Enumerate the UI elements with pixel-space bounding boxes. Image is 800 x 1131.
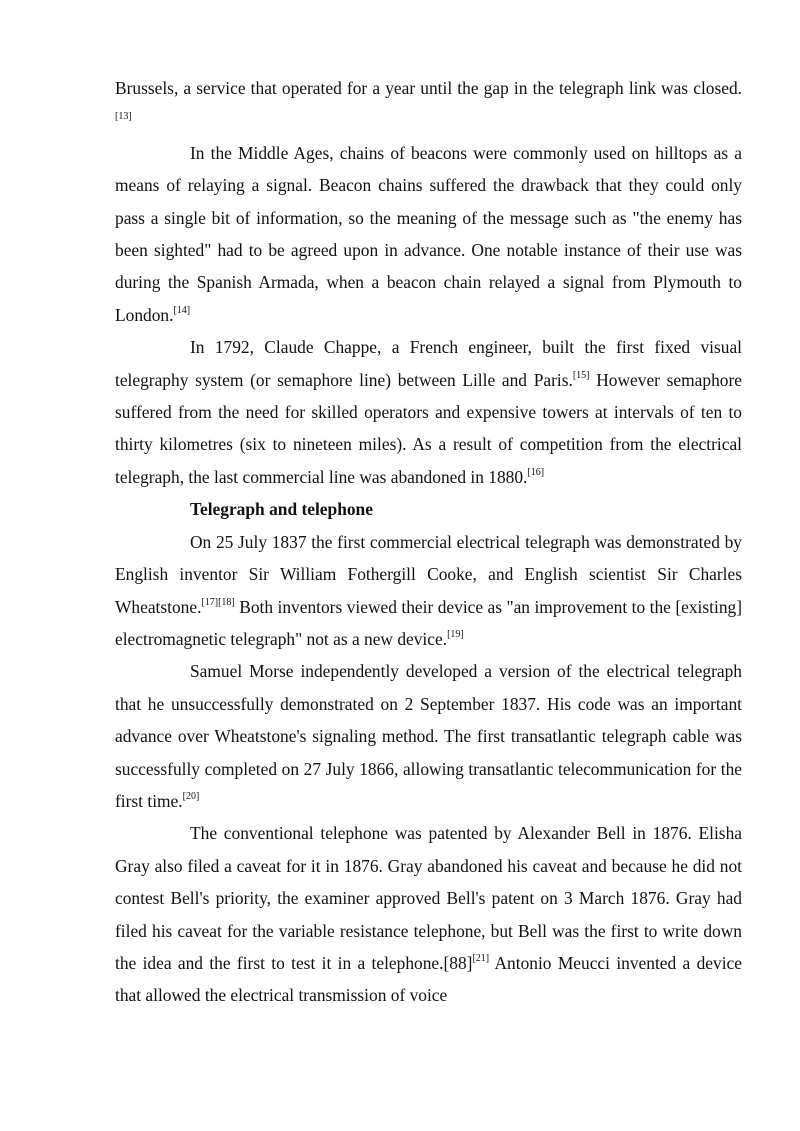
body-paragraph	[115, 526, 742, 656]
body-paragraph	[115, 331, 742, 493]
citation-superscript: [21]	[472, 953, 490, 965]
paragraph-text: The conventional telephone was patented by Alexander Bell in 1876. Elisha Gray also filed a caveat for it in 1876. Gray abandoned his caveat and because he did not contest Bell's priority, the examiner approved Bell's patent on 3 March 1876. Gray had filed his caveat for the variable resistance telephone, but Bell was the first to write down the idea and the first to test it in a telephone.[88]	[115, 823, 742, 973]
body-paragraph	[115, 137, 742, 331]
paragraph-text: Samuel Morse independently developed a version of the electrical telegraph that he unsuccessfully demonstrated on 2 September 1837. His code was an important advance over Wheatstone's signaling method. The first transatlantic telegraph cable was successfully completed on 27 July 1866, allowing transatlantic telecommunication for the first time.	[115, 661, 742, 811]
paragraph-text: In the Middle Ages, chains of beacons were commonly used on hilltops as a means of relaying a signal. Beacon chains suffered the drawback that they could only pass a single bit of information, so the meaning of the message such as "the enemy has been sighted" had to be agreed upon in advance. One notable instance of their use was during the Spanish Armada, when a beacon chain relayed a signal from Plymouth to London.	[115, 142, 742, 325]
citation-superscript: [13]	[115, 110, 132, 122]
body-paragraph	[115, 817, 742, 1011]
body-paragraph	[115, 72, 742, 137]
paragraph-text: In 1792, Claude Chappe, a French engineer, built the first fixed visual telegraphy system (or semaphore line) between Lille and Paris.	[115, 337, 742, 390]
citation-superscript: [16]	[527, 467, 545, 479]
paragraph-text: Brussels, a service that operated for a year until the gap in the telegraph link was closed.	[115, 78, 742, 98]
paragraph-text: On 25 July 1837 the first commercial electrical telegraph was demonstrated by English inventor Sir William Fothergill Cooke, and English scientist Sir Charles Wheatstone.	[115, 531, 742, 617]
document-page	[115, 72, 742, 1012]
citation-superscript: [14]	[173, 305, 191, 317]
citation-superscript: [20]	[182, 791, 200, 803]
paragraph-text: Antonio Meucci invented a device that allowed the electrical transmission of voice	[115, 952, 742, 1006]
body-paragraph	[115, 655, 742, 817]
citation-superscript: [19]	[447, 629, 464, 641]
paragraph-text: However semaphore suffered from the need for skilled operators and expensive towers at intervals of ten to thirty kilometres (six to nineteen miles). As a result of competition from the electrical telegraph, the last commercial line was abandoned in 1880.	[115, 369, 742, 487]
citation-superscript: [15]	[572, 369, 590, 381]
paragraph-text: Both inventors viewed their device as "an improvement to the [existing] electromagnetic telegraph" not as a new device.	[115, 596, 742, 649]
citation-superscript: [17][18]	[201, 596, 235, 608]
section-heading: Telegraph and telephone	[190, 499, 373, 520]
